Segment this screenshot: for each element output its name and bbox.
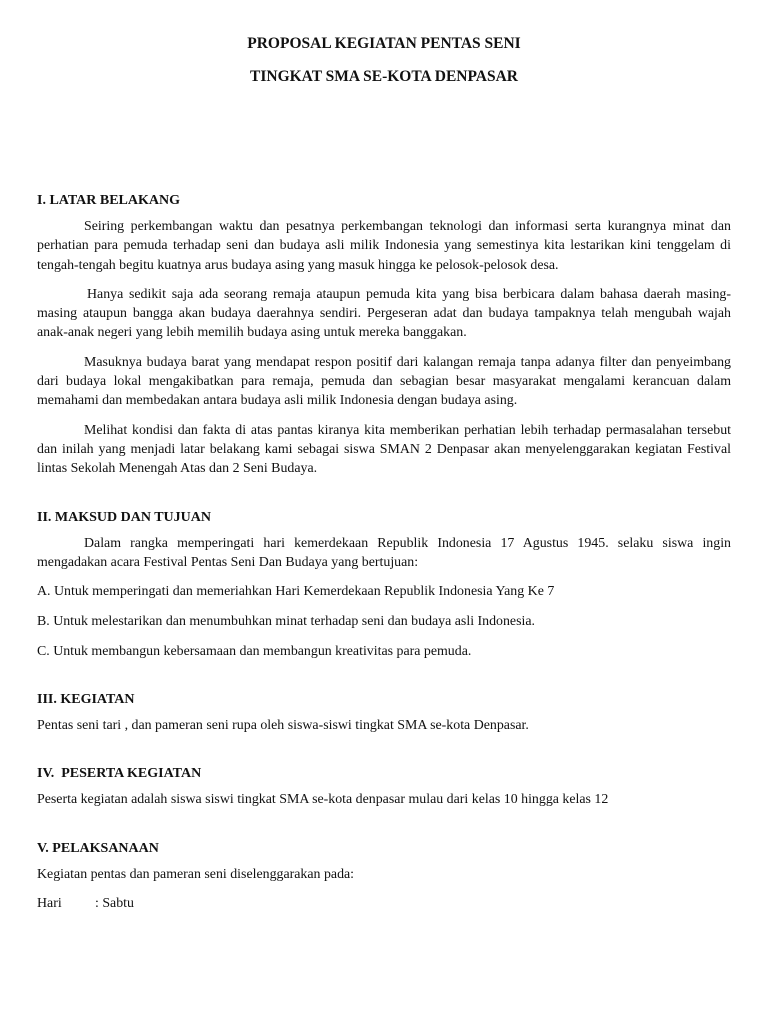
hari-value: : Sabtu xyxy=(95,895,134,911)
list-item: C. Untuk membangun kebersamaan dan membangun kreativitas para pemuda. xyxy=(37,643,472,659)
paragraph: Seiring perkembangan waktu dan pesatnya perkembangan teknologi dan informasi serta kurangnya minat dan perhatian para pemuda terhadap seni dan budaya asli milik Indonesia yang semestinya kita lestarikan kini tenggelam di tengah-tengah begitu kuatnya arus budaya asing yang masuk hingga ke pelosok-pelosok desa. xyxy=(37,219,731,273)
paragraph: Hanya sedikit saja ada seorang remaja ataupun pemuda kita yang bisa berbicara dalam bahasa daerah masing- masing ataupun bangga akan budaya daerahnya sendiri. Pergeseran adat dan budaya tampaknya telah mengubah wajah anak-anak negeri yang lebih memilih budaya asing untuk mereka banggakan. xyxy=(37,286,731,341)
paragraph: Pentas seni tari , dan pameran seni rupa oleh siswa-siswi tingkat SMA se-kota Denpasar. xyxy=(37,718,529,734)
document-page xyxy=(37,34,731,943)
section-heading-pelaksanaan: V. PELAKSANAAN xyxy=(37,840,159,856)
section-heading-latar-belakang: I. LATAR BELAKANG xyxy=(37,193,181,208)
paragraph: Melihat kondisi dan fakta di atas pantas kiranya kita memberikan perhatian lebih terhadap permasalahan tersebut dan inilah yang menjadi latar belakang kami sebagai siswa SMAN 2 Denpasar akan menyelenggarakan kegiatan Festival lintas Sekolah Menengah Atas dan 2 Seni Budaya. xyxy=(37,422,731,477)
paragraph: Masuknya budaya barat yang mendapat respon positif dari kalangan remaja tanpa adanya filter dan penyeimbang dari budaya lokal mengakibatkan para remaja, pemuda dan sebagian besar masyarakat mengalami kerancuan dalam memahami dan membedakan antara budaya asli milik Indonesia dengan budaya asing. xyxy=(37,354,731,409)
hari-row xyxy=(37,894,731,913)
section-maksud-tujuan xyxy=(37,509,731,661)
section-peserta xyxy=(37,765,731,809)
section-pelaksanaan xyxy=(37,840,731,913)
hari-label: Hari xyxy=(37,895,62,911)
section-heading-kegiatan: III. KEGIATAN xyxy=(37,692,135,708)
section-kegiatan xyxy=(37,691,731,735)
paragraph: Dalam rangka memperingati hari kemerdekaan Republik Indonesia 17 Agustus 1945. selaku siswa ingin mengadakan acara Festival Pentas Seni Dan Budaya yang bertujuan: xyxy=(37,535,731,570)
list-item: A. Untuk memperingati dan memeriahkan Hari Kemerdekaan Republik Indonesia Yang Ke 7 xyxy=(37,584,555,600)
document-title-line1: PROPOSAL KEGIATAN PENTAS SENI xyxy=(247,35,521,52)
section-heading-maksud-tujuan: II. MAKSUD DAN TUJUAN xyxy=(37,509,211,525)
paragraph: Peserta kegiatan adalah siswa siswi tingkat SMA se-kota denpasar mulau dari kelas 10 hingga kelas 12 xyxy=(37,792,609,808)
list-item: B. Untuk melestarikan dan menumbuhkan minat terhadap seni dan budaya asli Indonesia. xyxy=(37,613,536,629)
title-spacer xyxy=(37,87,731,192)
section-latar-belakang xyxy=(37,192,731,479)
section-heading-peserta: IV. PESERTA KEGIATAN xyxy=(37,766,202,782)
document-title-line2: TINGKAT SMA SE-KOTA DENPASAR xyxy=(250,68,518,85)
paragraph: Kegiatan pentas dan pameran seni diselenggarakan pada: xyxy=(37,866,355,882)
